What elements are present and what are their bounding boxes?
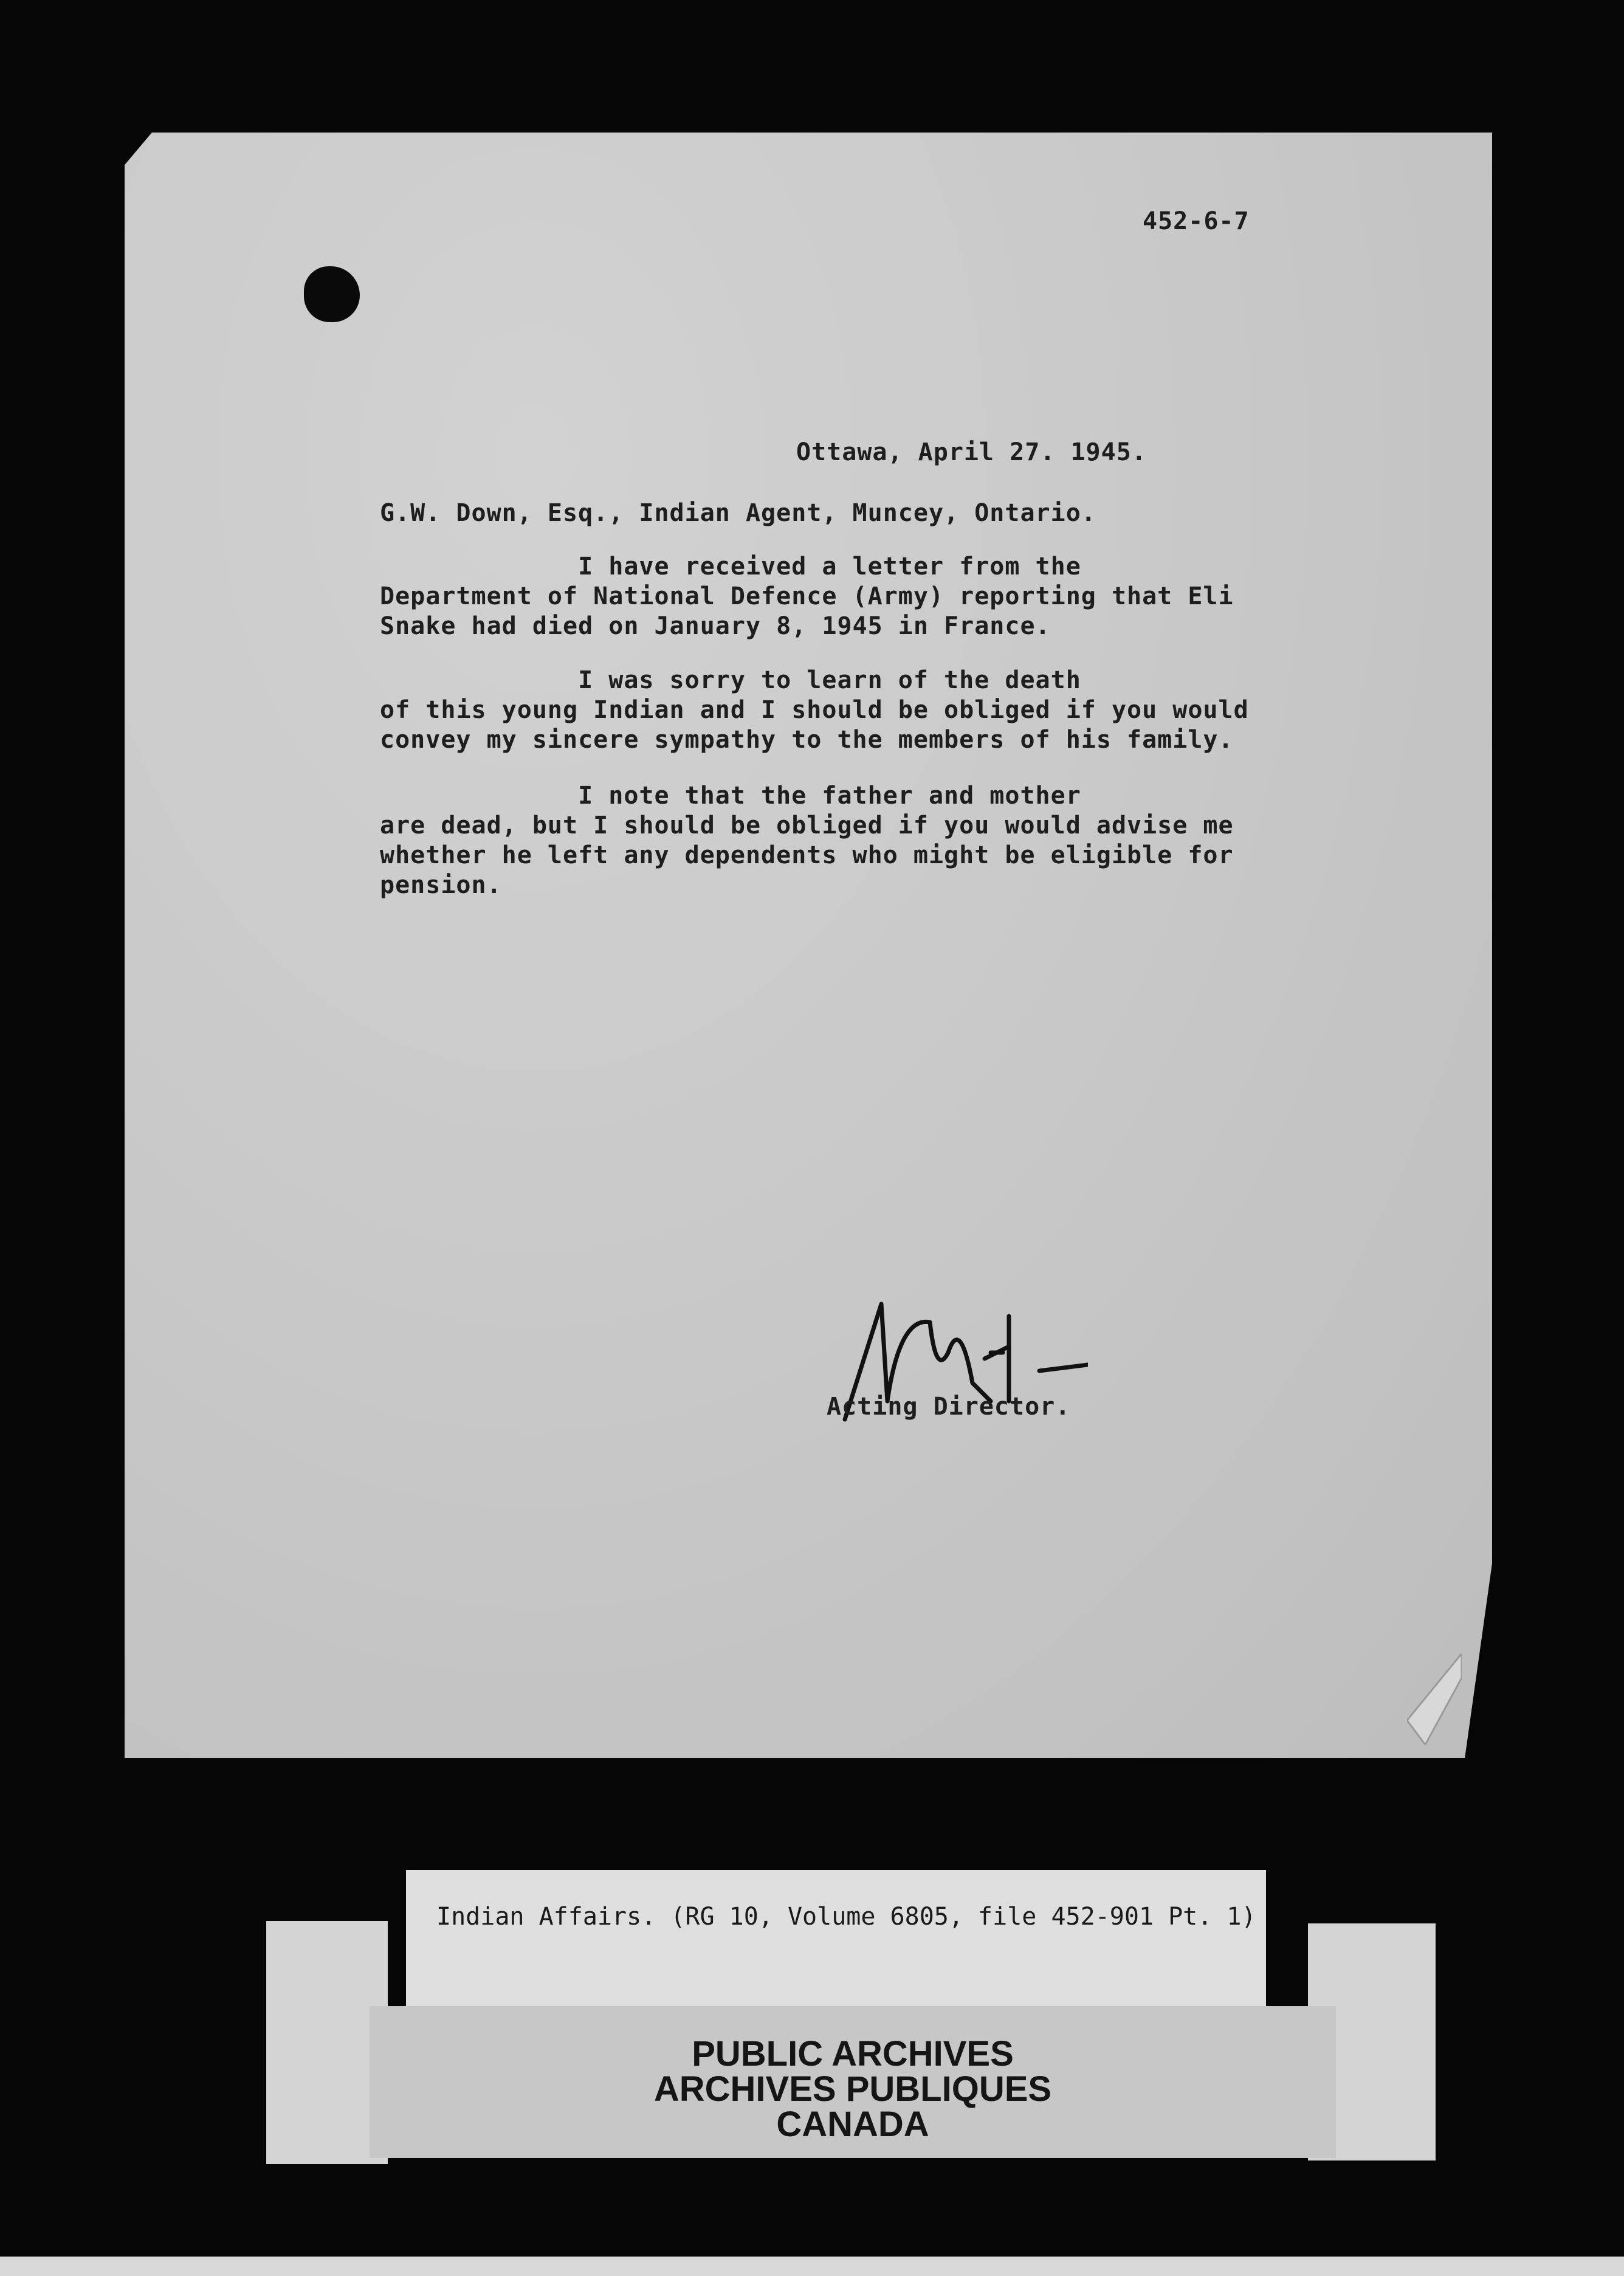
addressee: G.W. Down, Esq., Indian Agent, Muncey, Ontario. [380, 499, 1096, 527]
signature-title: Acting Director. [827, 1393, 1071, 1421]
stamp-line-1: PUBLIC ARCHIVES [692, 2034, 1014, 2074]
stamp-line-3: CANADA [776, 2105, 929, 2144]
punch-hole [304, 266, 360, 322]
archive-reference-card [406, 1870, 1266, 2022]
file-number: 452-6-7 [1143, 207, 1250, 235]
paragraph-2: I was sorry to learn of the death of this young Indian and I should be obliged if you would convey my sincere sympathy to the members of his family. [380, 666, 1249, 754]
letter-sheet [125, 133, 1492, 1758]
archive-reference: Indian Affairs. (RG 10, Volume 6805, file 452-901 Pt. 1) [436, 1903, 1256, 1931]
place-date: Ottawa, April 27. 1945. [796, 438, 1147, 466]
archive-stamp [370, 2006, 1336, 2158]
stamp-line-2: ARCHIVES PUBLIQUES [653, 2069, 1052, 2109]
folded-corner-icon [1407, 1654, 1462, 1745]
paragraph-1: I have received a letter from the Department of National Defence (Army) reporting that Eli Snake had died on January 8, 1945 in France. [380, 553, 1234, 640]
bottom-strip [0, 2257, 1624, 2276]
paragraph-3: I note that the father and mother are dead, but I should be obliged if you would advise me whether he left any dependents who might be eligible for pension. [380, 782, 1234, 899]
